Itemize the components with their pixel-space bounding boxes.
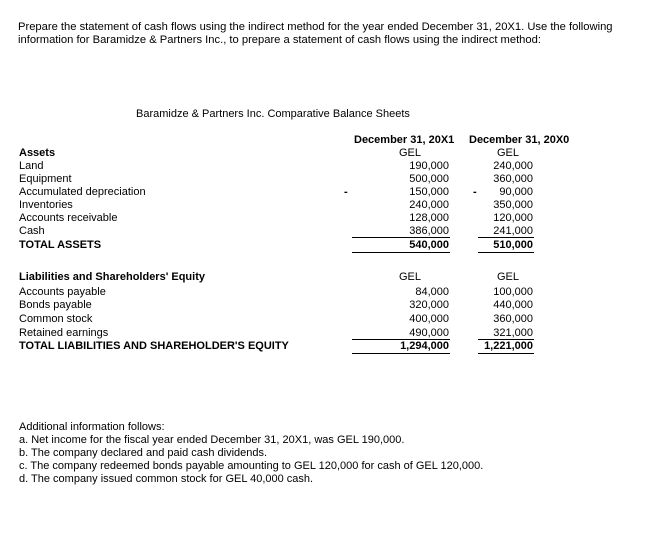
value-accounts-payable-current: 84,000 [415,286,449,298]
total-liabilities-prior: 1,221,000 [484,340,533,352]
negative-sign-prior: - [473,186,477,198]
instructions-text: Prepare the statement of cash flows using the indirect method for the year ended December 31, 20X1. Use the following information for Baramidze & Partners Inc., to prepare a statement of cash flows using the indirect method: [18,21,613,46]
value-inventories-prior: 350,000 [493,199,533,211]
assets-heading: Assets [19,147,56,159]
column-header-prior: December 31, 20X0 [469,134,570,146]
row-label-accounts-payable: Accounts payable [19,286,106,298]
value-cash-prior: 241,000 [493,225,533,237]
row-label-inventories: Inventories [19,199,73,211]
additional-heading: Additional information follows: [19,421,165,433]
additional-item-b: b. The company declared and paid cash dividends. [19,447,268,459]
negative-sign-current: - [344,186,348,198]
total-rule-prior [478,252,534,253]
currency-label-prior-liab: GEL [497,271,520,283]
value-land-current: 190,000 [409,160,449,172]
row-label-equipment: Equipment [19,173,72,185]
value-common-stock-current: 400,000 [409,313,449,325]
subtotal-rule-prior [478,237,534,238]
additional-item-a: a. Net income for the fiscal year ended December 31, 20X1, was GEL 190,000. [19,434,405,446]
currency-label-current: GEL [399,147,422,159]
total-rule-current [352,252,450,253]
total-assets-current: 540,000 [409,239,449,251]
value-bonds-payable-current: 320,000 [409,299,449,311]
total-assets-label: TOTAL ASSETS [19,239,102,251]
value-equipment-prior: 360,000 [493,173,533,185]
total-rule-prior-liab [478,353,534,354]
value-accounts-payable-prior: 100,000 [493,286,533,298]
row-label-accumulated-depreciation: Accumulated depreciation [19,186,146,198]
value-cash-current: 386,000 [409,225,449,237]
value-accumulated-depreciation-current: 150,000 [409,186,449,198]
currency-label-prior: GEL [497,147,520,159]
liabilities-heading: Liabilities and Shareholders' Equity [19,271,205,283]
subtotal-rule-current [352,237,450,238]
value-retained-earnings-current: 490,000 [409,327,449,339]
value-common-stock-prior: 360,000 [493,313,533,325]
total-liabilities-label: TOTAL LIABILITIES AND SHAREHOLDER'S EQUITY [19,340,289,352]
row-label-bonds-payable: Bonds payable [19,299,92,311]
total-rule-current-liab [352,353,450,354]
currency-label-current-liab: GEL [399,271,422,283]
value-equipment-current: 500,000 [409,173,449,185]
value-retained-earnings-prior: 321,000 [493,327,533,339]
column-header-current: December 31, 20X1 [354,134,455,146]
total-assets-prior: 510,000 [493,239,533,251]
row-label-cash: Cash [19,225,45,237]
additional-item-c: c. The company redeemed bonds payable amounting to GEL 120,000 for cash of GEL 120,000. [19,460,484,472]
row-label-retained-earnings: Retained earnings [19,327,109,339]
row-label-common-stock: Common stock [19,313,93,325]
row-label-accounts-receivable: Accounts receivable [19,212,118,224]
value-bonds-payable-prior: 440,000 [493,299,533,311]
balance-sheet-title: Baramidze & Partners Inc. Comparative Balance Sheets [136,108,410,120]
value-land-prior: 240,000 [493,160,533,172]
total-liabilities-current: 1,294,000 [400,340,449,352]
value-accounts-receivable-prior: 120,000 [493,212,533,224]
additional-item-d: d. The company issued common stock for GEL 40,000 cash. [19,473,314,485]
value-accounts-receivable-current: 128,000 [409,212,449,224]
value-inventories-current: 240,000 [409,199,449,211]
row-label-land: Land [19,160,44,172]
value-accumulated-depreciation-prior: 90,000 [499,186,533,198]
additional-information [19,421,483,486]
